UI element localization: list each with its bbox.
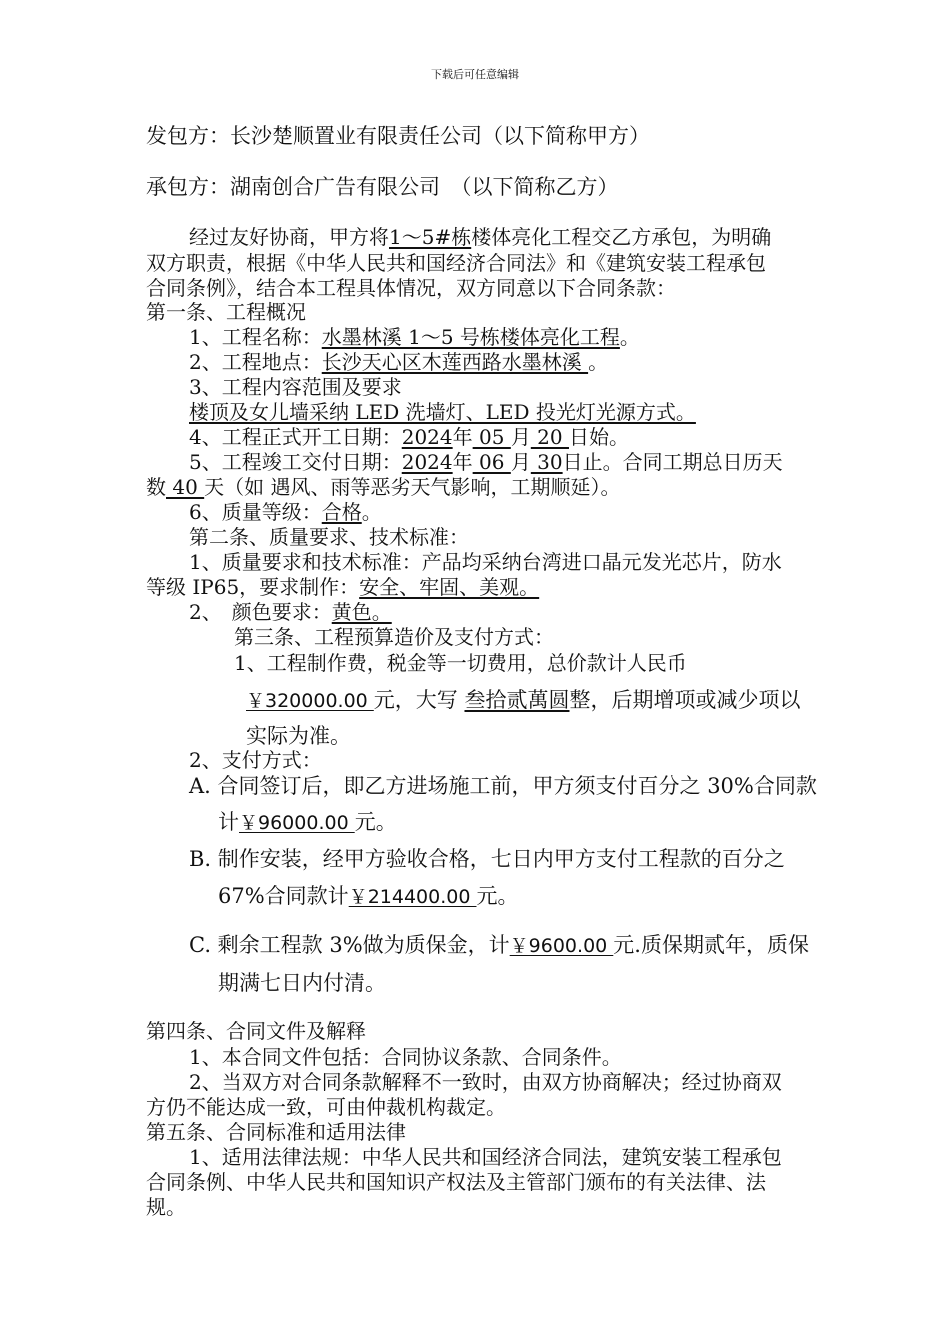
party-b: 承包方：湖南创合广告有限公司 （以下简称乙方）: [146, 175, 619, 199]
art3-item-2: 2、支付方式：: [189, 748, 322, 772]
article-2-title: 第二条、质量要求、技术标准：: [189, 525, 469, 549]
art2-item-1: 1、质量要求和技术标准：产品均采纳台湾进口晶元发光芯片，防水: [189, 550, 782, 574]
art1-item-5: 5、工程竣工交付日期：2024年 06 月 30日止。合同工期总日历天: [189, 450, 783, 474]
art4-item-2-cont: 方仍不能达成一致，可由仲裁机构裁定。: [146, 1095, 506, 1119]
art1-item-6: 6、质量等级：合格。: [189, 500, 382, 524]
payment-c-cont: 期满七日内付清。: [218, 971, 386, 995]
art1-item-5-cont: 数 40 天（如 遇风、雨等恶劣天气影响，工期顺延）。: [146, 475, 621, 499]
intro-line-2: 双方职责，根据《中华人民共和国经济合同法》和《建筑安装工程承包: [146, 251, 766, 275]
payment-b: B. 制作安装，经甲方验收合格，七日内甲方支付工程款的百分之: [189, 847, 785, 871]
art1-item-3: 3、工程内容范围及要求: [189, 375, 402, 399]
art2-item-1-cont: 等级 IP65，要求制作：安全、牢固、美观。: [146, 575, 540, 599]
art1-item-1: 1、工程名称：水墨林溪 1～5 号栋楼体亮化工程。: [189, 325, 640, 349]
article-4-title: 第四条、合同文件及解释: [146, 1019, 366, 1043]
art1-item-2: 2、工程地点：长沙天心区木莲西路水墨林溪 。: [189, 350, 609, 374]
intro-line-3: 合同条例》，结合本工程具体情况，双方同意以下合同条款：: [146, 276, 676, 300]
art4-item-2: 2、当双方对合同条款解释不一致时，由双方协商解决；经过协商双: [189, 1070, 782, 1094]
intro-line-1: 经过友好协商，甲方将1～5#栋楼体亮化工程交乙方承包，为明确: [189, 225, 772, 249]
page-header: 下载后可任意编辑: [431, 68, 519, 81]
art1-item-3-detail: 楼顶及女儿墙采纳 LED 洗墙灯、LED 投光灯光源方式。: [189, 400, 696, 424]
art3-item-1: 1、工程制作费，税金等一切费用，总价款计人民币: [234, 651, 687, 675]
article-5-title: 第五条、合同标准和适用法律: [146, 1120, 406, 1144]
article-3-title: 第三条、工程预算造价及支付方式：: [234, 625, 554, 649]
art5-item-1: 1、适用法律法规：中华人民共和国经济合同法，建筑安装工程承包: [189, 1145, 782, 1169]
art1-item-4: 4、工程正式开工日期：2024年 05 月 20 日始。: [189, 425, 629, 449]
art2-item-2: 2、 颜色要求：黄色。: [189, 600, 392, 624]
art5-item-1-end: 规。: [146, 1195, 186, 1219]
art4-item-1: 1、本合同文件包括：合同协议条款、合同条件。: [189, 1045, 622, 1069]
payment-b-cont: 67%合同款计￥214400.00 元。: [218, 884, 519, 908]
art5-item-1-cont: 合同条例、中华人民共和国知识产权法及主管部门颁布的有关法律、法: [146, 1170, 766, 1194]
party-a: 发包方：长沙楚顺置业有限责任公司（以下简称甲方）: [146, 124, 650, 148]
article-1-title: 第一条、工程概况: [146, 300, 306, 324]
art3-total-amount-cont: 实际为准。: [246, 724, 351, 748]
payment-a: A. 合同签订后，即乙方进场施工前，甲方须支付百分之 30%合同款: [189, 774, 817, 798]
art3-total-amount: ￥320000.00 元，大写 叁拾贰萬圆整，后期增项或减少项以: [246, 688, 801, 712]
payment-c: C. 剩余工程款 3%做为质保金，计￥9600.00 元.质保期贰年，质保: [189, 933, 809, 957]
payment-a-cont: 计￥96000.00 元。: [218, 810, 397, 834]
